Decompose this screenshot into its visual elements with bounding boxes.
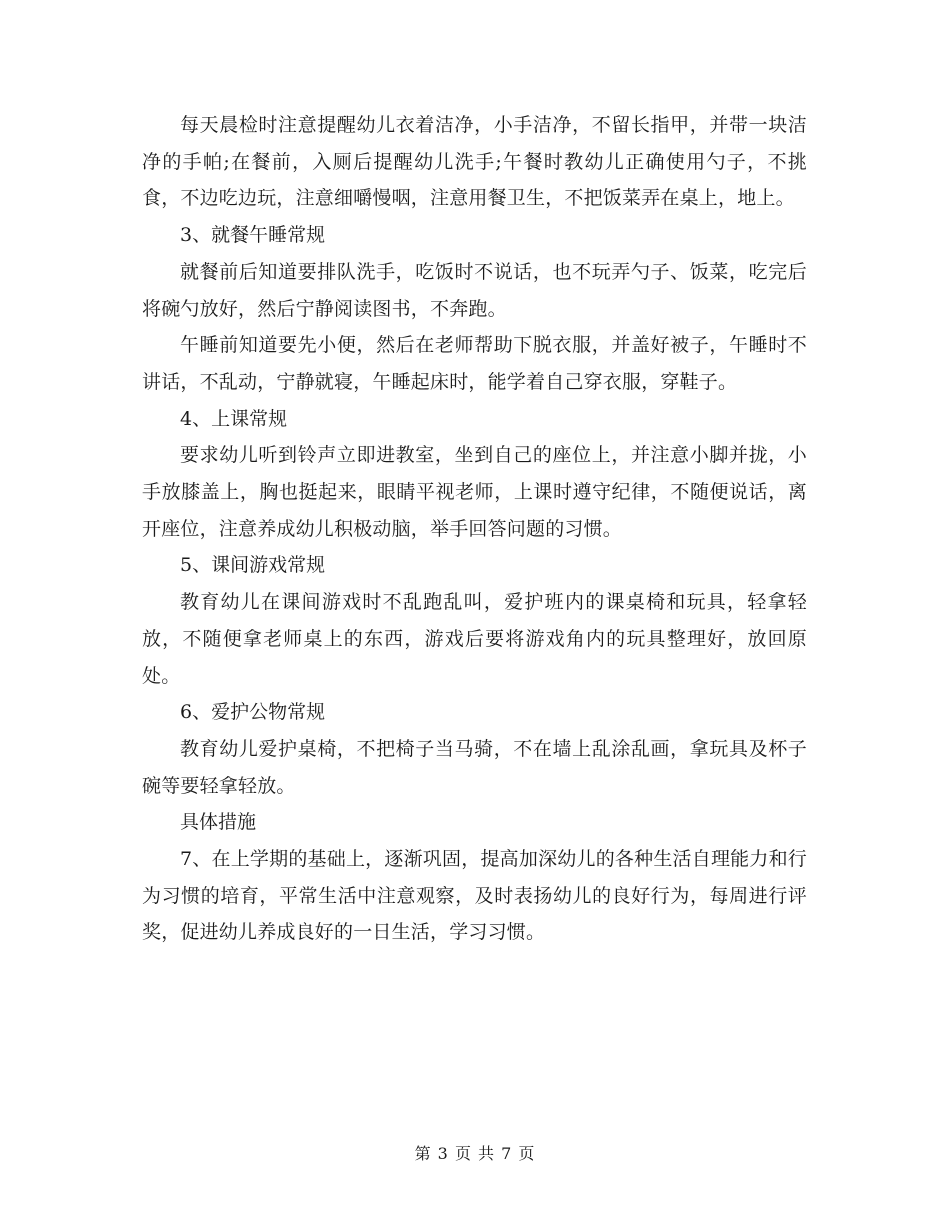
document-body — [142, 107, 807, 951]
section-heading-measures: 具体措施 — [180, 811, 257, 834]
paragraph-break-games: 教育幼儿在课间游戏时不乱跑乱叫，爱护班内的课桌椅和玩具，轻拿轻放，不随便拿老师桌上的东西，游戏后要将游戏角内的玩具整理好，放回原处。 — [142, 591, 807, 687]
section-heading-break-games: 5、课间游戏常规 — [180, 554, 326, 577]
paragraph-hygiene: 每天晨检时注意提醒幼儿衣着洁净，小手洁净，不留长指甲，并带一块洁净的手帕;在餐前，入厕后提醒幼儿洗手;午餐时教幼儿正确使用勺子，不挑食，不边吃边玩，注意细嚼慢咽，注意用餐卫生，不把饭菜弄在桌上，地上。 — [142, 114, 807, 210]
paragraph-public-property: 教育幼儿爱护桌椅，不把椅子当马骑，不在墙上乱涂乱画，拿玩具及杯子碗等要轻拿轻放。 — [142, 737, 807, 797]
section-heading-class: 4、上课常规 — [180, 407, 288, 430]
page-number-footer: 第 3 页 共 7 页 — [414, 1144, 536, 1163]
paragraph-meal: 就餐前后知道要排队洗手，吃饭时不说话，也不玩弄勺子、饭菜，吃完后将碗勺放好，然后宁静阅读图书，不奔跑。 — [142, 260, 807, 320]
paragraph-nap: 午睡前知道要先小便，然后在老师帮助下脱衣服，并盖好被子，午睡时不讲话，不乱动，宁静就寝，午睡起床时，能学着自己穿衣服，穿鞋子。 — [142, 334, 807, 393]
paragraph-measures: 7、在上学期的基础上，逐渐巩固，提高加深幼儿的各种生活自理能力和行为习惯的培育，平常生活中注意观察，及时表扬幼儿的良好行为，每周进行评奖，促进幼儿养成良好的一日生活，学习习惯。 — [142, 848, 807, 944]
section-heading-public-property: 6、爱护公物常规 — [180, 701, 326, 724]
paragraph-class: 要求幼儿听到铃声立即进教室，坐到自己的座位上，并注意小脚并拢，小手放膝盖上，胸也挺起来，眼睛平视老师，上课时遵守纪律，不随便说话，离开座位，注意养成幼儿积极动脑，举手回答问题的习惯。 — [142, 444, 807, 540]
section-heading-meal-nap: 3、就餐午睡常规 — [180, 224, 326, 247]
